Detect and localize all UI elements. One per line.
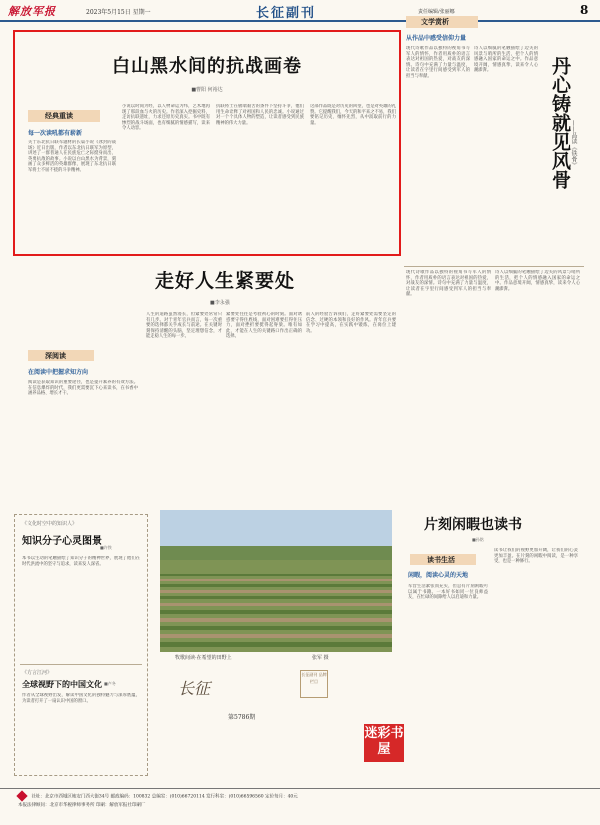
third-article-title: 片刻闲暇也读书: [424, 517, 522, 533]
book-review-2-text: 作者从全球视野出发，解读中国文化的独特魅力与深厚底蕴，为读者打开了一扇认识中国的窗口。: [22, 693, 140, 704]
brand-seal: 长征副刊 品牌栏目: [300, 670, 328, 698]
footer-line-1: 社址：北京市西城区地安门西大街34号 邮政编码：100832 总编室：(010)66720114 发行科室：(010)66596560 定价每月：40元: [31, 794, 298, 800]
book-review-1-head: 《文化时空中的知识人》: [22, 521, 78, 527]
lead-article-byline: ■曹阳 何裕达: [191, 87, 223, 93]
book-review-2-byline: ■卢冬: [104, 681, 116, 686]
wenxue-text-col-1: 现代诗歌作品以独特的视角书写军人的情怀，作者用质朴的语言表达对祖国的热爱，对战友的深情。诗句中充满了力量与温度，让读者在字里行间感受到军人的担当与奉献。: [406, 46, 470, 79]
field-photo: [160, 510, 392, 652]
newspaper-badge-icon: [16, 790, 27, 801]
wenxue-text-col-2: 诗人以细腻的笔触描绘了边关的风景与哨所的生活，把个人的情感融入国家的命运之中。作品意境开阔，情感真挚，读来令人心潮澎湃。: [474, 46, 538, 74]
editor-credit: 责任编辑/张丽娜: [418, 9, 455, 15]
dateline: 2023年5月15日 星期一: [86, 9, 151, 16]
issue-number: 第5786期: [228, 714, 256, 721]
photo-caption: 牧歌间读·在希望的田野上: [175, 655, 232, 661]
third-text-col-1: 军营生活紧张而充实，但总有片刻闲暇可以属于书籍。一本好书如同一位良师益友，在忙碌的间隙给人以启迪和力量。: [408, 584, 488, 601]
divider: [404, 266, 584, 267]
side-article-title: 丹心铸就见风骨: [549, 56, 571, 189]
dushu-subtitle: 闲暇，阅读心灵的天地: [408, 572, 469, 579]
page-footer: [0, 788, 600, 812]
shenlun-subtitle: 在阅读中把握求知方向: [28, 369, 89, 376]
right-text-col-3: 现代诗歌作品以独特的视角书写军人的情怀，作者用质朴的语言表达对祖国的热爱，对战友的深情。诗句中充满了力量与温度，让读者在字里行间感受到军人的担当与奉献。: [406, 270, 491, 298]
second-article-byline: ■李永强: [210, 300, 230, 306]
divider: [20, 664, 142, 665]
third-text-col-2: 读书让我们的视野更加开阔，让我们的心灵更加丰盈。在片刻的闲暇中阅读，是一种享受，也是一种修行。: [494, 548, 578, 565]
lead-text-col-2: 小说以时间为经，以人物命运为纬，艺术地再现了那段血与火的历史。作者深入挖掘史料，走访抗联遗址，力求还原历史真实。书中既有惨烈的战斗场面，也有细腻的情感描写，读来令人动容。: [122, 104, 210, 132]
page-number: 8: [580, 3, 589, 17]
book-review-1-title: 知识分子心灵图景: [22, 536, 102, 547]
shenlun-label: 深阅读: [45, 351, 66, 360]
book-house-logo: 迷彩书屋: [364, 724, 404, 762]
lead-text-col-3: 抗联将士在极端艰苦的条件下坚持斗争，他们用生命诠释了对祖国和人民的忠诚。小说通过对一个个具体人物的塑造，让读者感受到民族精神的伟大力量。: [216, 104, 304, 126]
photo-credit: 张军 摄: [312, 655, 329, 661]
dushu-label: 读书生活: [427, 555, 455, 564]
book-review-1-text: 本书以生动的笔触描绘了知识分子的精神世界，展现了他们在时代洪流中的坚守与追求，读来发人深省。: [22, 556, 140, 567]
side-article-subtitle: ——品读《铁骨》: [570, 120, 577, 168]
changzheng-script: 长征: [178, 679, 211, 698]
third-article-byline: ■孙铭: [472, 537, 484, 542]
shenlun-text: 阅读是获取知识的重要途径，也是提升素养的有效方法。在信息爆炸的时代，我们更需要沉下心来读书，在书香中涵养品格、增长才干。: [28, 380, 138, 397]
jingdian-subtitle: 每一次读吼都有崭新: [28, 130, 83, 137]
wenxue-subtitle: 从作品中感受信仰力量: [406, 35, 467, 42]
jingdian-label: 经典重读: [45, 111, 73, 120]
second-text-col-1: 人生的道路虽然漫长，但紧要处常常只有几步。对于青年官兵而言，每一次重要的选择都关乎成长与前途。在关键时刻保持清醒的头脑，坚定理想信念，才能走稳人生的每一步。: [146, 312, 222, 340]
lead-text-col-4: 这部作品既是对历史的回望，也是对英雄的礼赞。它提醒我们，今天的和平来之不易，我们要铭记历史、缅怀先烈，从中汲取前行的力量。: [310, 104, 396, 126]
book-review-1-byline: ■许铁: [100, 545, 112, 550]
book-review-2-title: 全球视野下的中国文化: [22, 679, 102, 689]
book-review-2-head: 《方言江河》: [22, 670, 53, 676]
second-article-title: 走好人生紧要处: [154, 270, 295, 292]
right-text-col-4: 诗人以细腻的笔触描绘了边关的风景与哨所的生活，把个人的情感融入国家的命运之中。作品意境开阔，情感真挚，读来令人心潮澎湃。: [495, 270, 580, 292]
newspaper-logo: 解放军报: [8, 5, 56, 18]
second-text-col-2: 紧要处往往是考验初心的时刻。面对诱惑要守得住底线，面对困难要扛得住压力，面对挫折要挺得起脊梁。唯有如此，才能在人生的关键路口作出正确的选择。: [226, 312, 302, 340]
footer-line-2: 本报法律顾问：北京市华税律师事务所 印刷：解放军报社印刷厂: [18, 802, 146, 808]
lead-article-title: 白山黑水间的抗战画卷: [112, 56, 302, 77]
wenxue-label: 文学赏析: [421, 17, 449, 26]
section-title: 长征副刊: [256, 6, 317, 21]
lead-text-col-1: 关于东北抗日联军题材的长篇小说《冰封的战场》近日出版，作者以东北抗日联军为原型，讲述了一群普通人在民族危亡之际挺身而出、英勇抗敌的故事。小说以白山黑水为背景，刻画了众多鲜活的英雄群像，展现了东北抗日联军将士不屈不挠的斗争精神。: [28, 140, 116, 173]
field-photo-image: [160, 510, 392, 652]
second-text-col-3: 前人的经验告诉我们，走好紧要处需要坚定的信念、过硬的本领和良好的作风。青年官兵要在学习中提高，在实践中锻炼，在岗位上建功。: [306, 312, 396, 334]
